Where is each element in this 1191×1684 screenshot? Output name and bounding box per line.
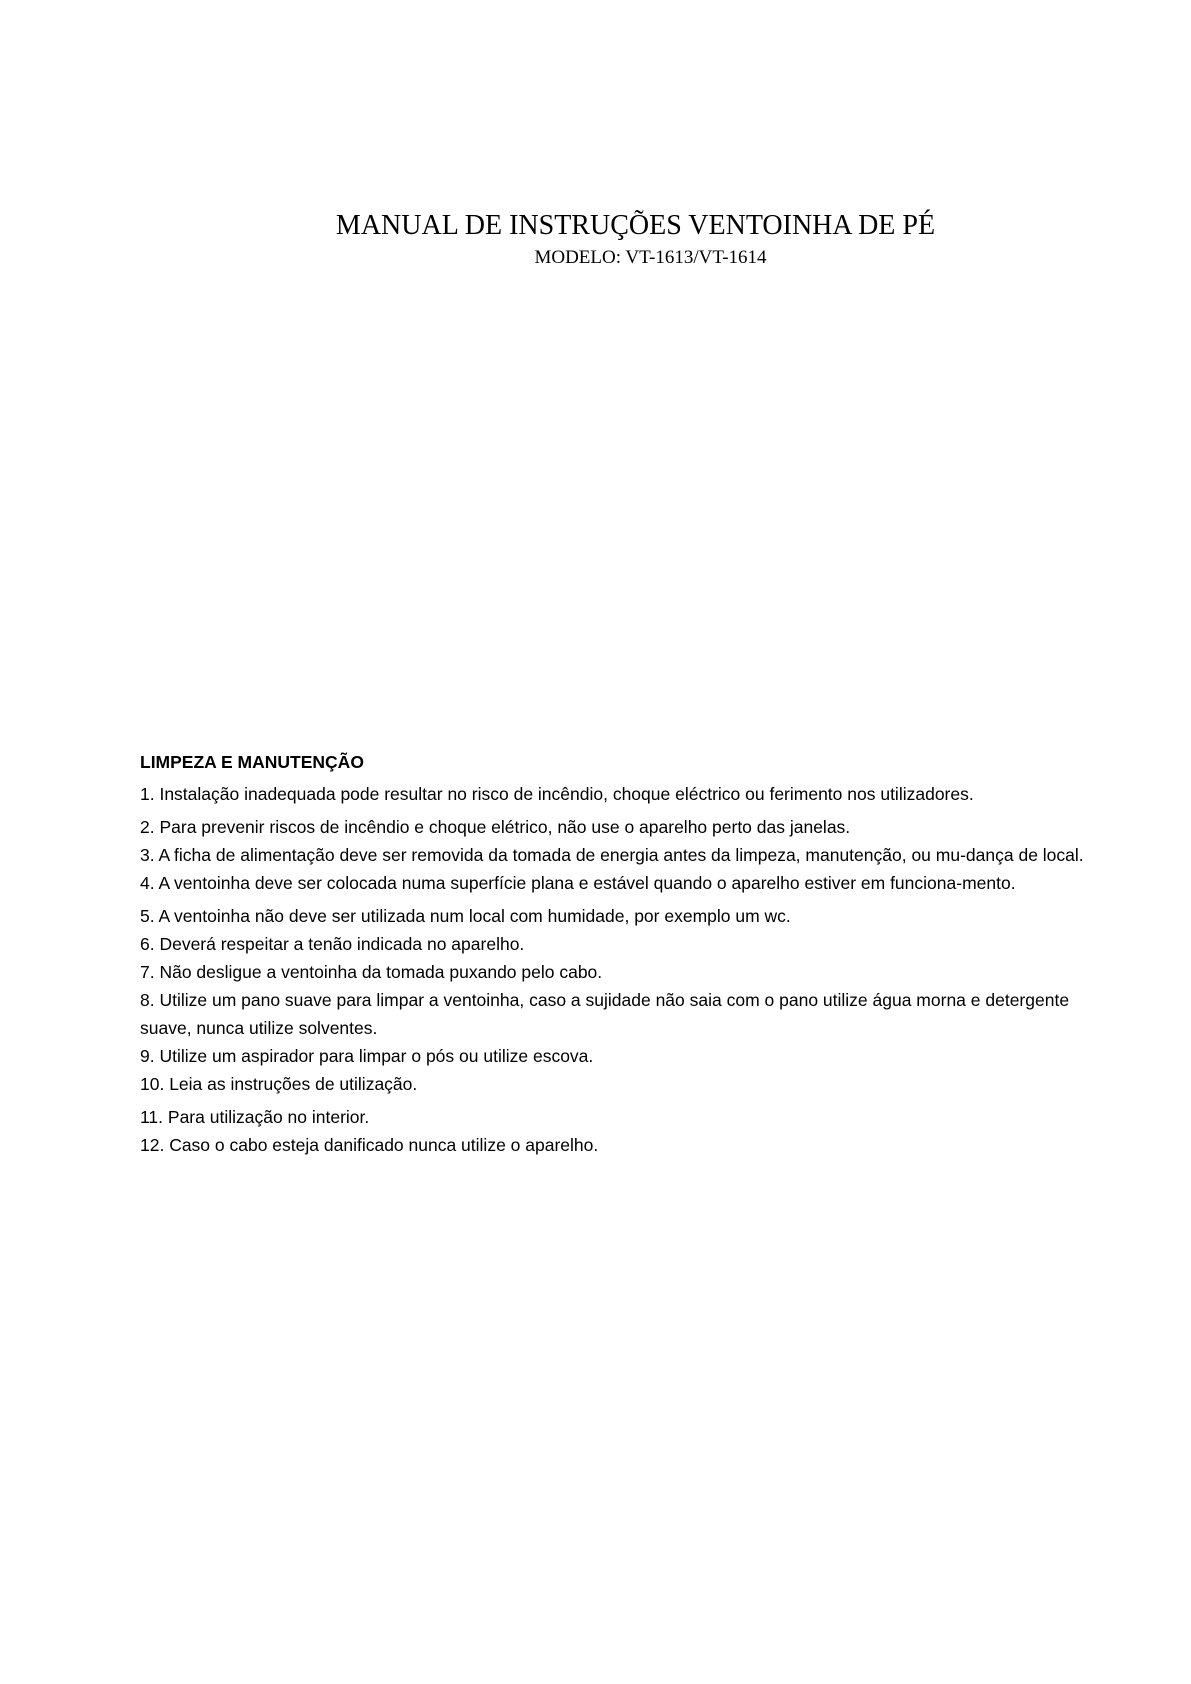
cleaning-maintenance-section	[140, 748, 1090, 1159]
list-item: 9. Utilize um aspirador para limpar o pós ou utilize escova.	[140, 1046, 594, 1066]
instruction-list	[140, 780, 1090, 1159]
list-item: 3. A ficha de alimentação deve ser removida da tomada de energia antes da limpeza, manutenção, ou mu-dança de local.	[140, 845, 1084, 865]
list-item: 10. Leia as instruções de utilização.	[140, 1074, 418, 1094]
list-item: 6. Deverá respeitar a tenão indicada no aparelho.	[140, 934, 525, 954]
document-header	[0, 208, 1191, 272]
list-item: 5. A ventoinha não deve ser utilizada num local com humidade, por exemplo um wc.	[140, 906, 791, 926]
model-number: MODELO: VT-1613/VT-1614	[534, 247, 767, 268]
list-item: 4. A ventoinha deve ser colocada numa superfície plana e estável quando o aparelho estiver em funciona-mento.	[140, 873, 1016, 893]
list-item: 11. Para utilização no interior.	[140, 1107, 370, 1127]
list-item: 12. Caso o cabo esteja danificado nunca utilize o aparelho.	[140, 1135, 599, 1155]
list-item: 2. Para prevenir riscos de incêndio e choque elétrico, não use o aparelho perto das janelas.	[140, 817, 851, 837]
list-item: 8. Utilize um pano suave para limpar a ventoinha, caso a sujidade não saia com o pano utilize água morna e detergente suave, nunca utilize solventes.	[140, 990, 1070, 1038]
section-heading: LIMPEZA E MANUTENÇÃO	[140, 752, 364, 772]
list-item: 1. Instalação inadequada pode resultar no risco de incêndio, choque eléctrico ou ferimento nos utilizadores.	[140, 784, 974, 804]
document-title: MANUAL DE INSTRUÇÕES VENTOINHA DE PÉ	[335, 210, 936, 241]
list-item: 7. Não desligue a ventoinha da tomada puxando pelo cabo.	[140, 962, 603, 982]
